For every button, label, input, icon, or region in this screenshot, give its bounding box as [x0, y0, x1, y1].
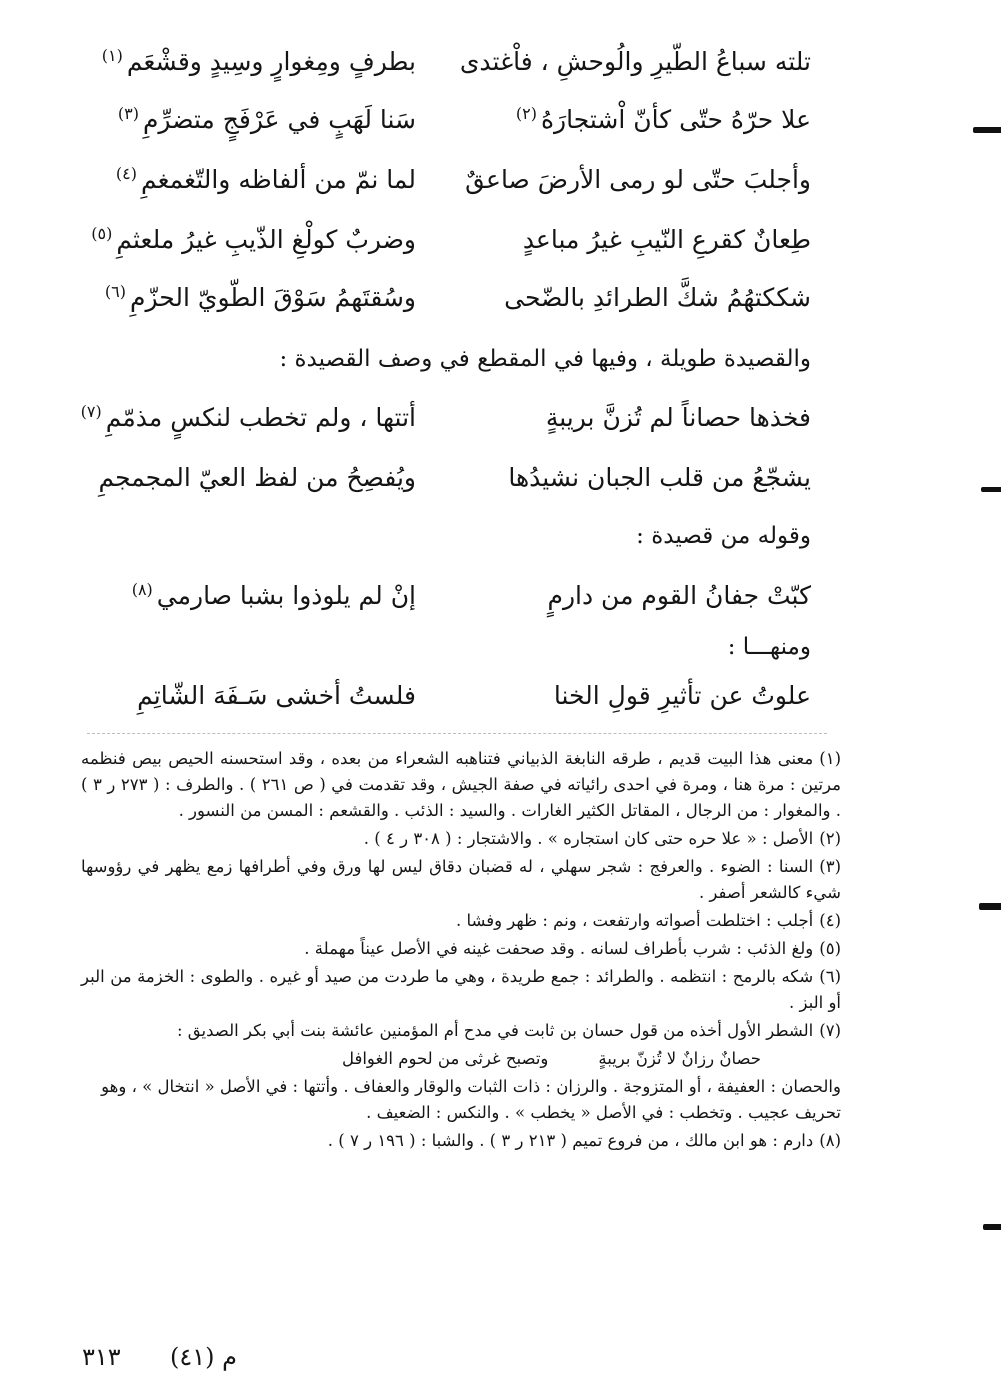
verse-second-hemistich: [101, 42, 416, 82]
footnote: [81, 936, 841, 962]
footnote-ref: (٢): [515, 103, 537, 123]
footnote-number: (٨): [819, 1131, 841, 1150]
prose-line: وقوله من قصيدة :: [636, 523, 811, 549]
margin-mark: [981, 487, 1001, 492]
footnote: [81, 908, 841, 934]
footnote-number: (٤): [819, 911, 841, 930]
verse-line: [98, 458, 811, 514]
footnote-continuation: والحصان : العفيفة ، أو المتزوجة . والرزان : ذات الثبات والوقار والعفاف . وأتتها : في الأصل « انتخال » ، وهو تحريف عجيب . وتخطب : في الأصل « يخطب » . والنكس : الضعيف .: [101, 1077, 841, 1122]
verse-line: [101, 42, 811, 98]
page-number: ٣١٣: [82, 1343, 121, 1371]
footnote-text: الأصل : « علا حره حتى كان استجاره » . والاشتجار : ( ٣٠٨ ر ٤ ) .: [363, 829, 814, 848]
footnote-ref: (٦): [104, 281, 126, 301]
verse-second-hemistich: [91, 220, 416, 260]
margin-mark: [973, 127, 1001, 133]
verse-second-hemistich: [80, 398, 416, 438]
verse-second-hemistich: [101, 576, 416, 616]
verse-line: [101, 576, 811, 632]
verse-first-hemistich: وأجلبَ حتّى لو رمى الأرضَ صاعقٌ: [465, 165, 811, 194]
verse-second-hemistich: [101, 160, 416, 200]
cited-second-hemistich: وتصبح غرثى من لحوم الغوافل: [341, 1049, 549, 1068]
verse-second-hemistich: [101, 100, 416, 140]
verse-line: [80, 398, 811, 454]
verse-first-hemistich: كبّتْ جفانُ القوم من دارمٍ: [547, 581, 811, 610]
verse-first-hemistich: فخذها حصاناً لم تُزنَّ بريبةٍ: [545, 403, 811, 432]
footnote-ref: (٥): [91, 223, 113, 243]
verse-second-hemistich: فلستُ أخشى سَـفَهَ الشّاتِمِ: [137, 681, 416, 710]
footnote: [81, 826, 841, 852]
footnote-text: أجلب : اختلطت أصواته وارتفعت ، ونم : ظهر وفشا .: [455, 911, 814, 930]
verse-text: سَنا لَهَبٍ في عَرْفَجٍ متضرِّمِ: [142, 105, 416, 134]
footnote-number: (٢): [819, 829, 841, 848]
verse-line: [101, 278, 811, 334]
prose-line: ومنهـــا :: [727, 634, 811, 660]
verse-first-hemistich: طِعانٌ كقرعِ النّيبِ غيرُ مباعدٍ: [522, 225, 811, 254]
footnote-ref: (٨): [131, 579, 153, 599]
printer-signature: م (٤١): [170, 1343, 238, 1371]
footnote: [81, 1018, 841, 1044]
margin-mark: [979, 903, 1001, 910]
verse-second-hemistich: [101, 278, 416, 318]
verse-text: أتتها ، ولم تخطب لنكسٍ مذمّمِ: [105, 403, 416, 432]
verse-second-hemistich: ويُفصِحُ من لفظ العيّ المجمجمِ: [98, 463, 416, 492]
footnote: [81, 854, 841, 906]
footnote-text: دارم : هو ابن مالك ، من فروع تميم ( ٢١٣ ر ٣ ) . والشبا : ( ١٩٦ ر ٧ ) .: [327, 1131, 814, 1150]
footnote: [81, 964, 841, 1016]
footnote-number: (١): [819, 749, 841, 768]
footnote-text: ولغ الذئب : شرب بأطراف لسانه . وقد صحفت غينه في الأصل عيناً مهملة .: [304, 939, 814, 958]
verse-line: [101, 100, 811, 156]
footnote-ref: (٧): [80, 401, 102, 421]
footnote-text: السنا : الضوء . والعرفج : شجر سهلي ، له قضبان دقاق ليس لها ورق وفي أطرافها زمع يظهر في رؤوسها شيء كالشعر أصفر .: [81, 857, 841, 902]
prose-line: والقصيدة طويلة ، وفيها في المقطع في وصف القصيدة :: [279, 346, 811, 372]
footnote-number: (٥): [819, 939, 841, 958]
verse-first-hemistich: شككتهُمُ شكَّ الطرائدِ بالضّحى: [504, 283, 811, 312]
footnote: [81, 746, 841, 824]
footnote-text: معنى هذا البيت قديم ، طرقه النابغة الذبياني فتناهبه الشعراء من بعده ، وقد استحسنه الحيص بيص فنظمه مرتين : مرة هنا ، ومرة في احدى رائياته في صفة الجيش ، وقد تقدمت في ( ص ٢٦١ ) . والطرف : ( ٢٧٣ ر ٣ ) . والمغوار : من الرجال ، المقاتل الكثير الغارات . والسيد : الذئب . والقشعم : المسن من النسور .: [81, 749, 841, 820]
verse-first-hemistich: تلته سباعُ الطّيرِ والُوحشِ ، فاْغتدى: [459, 47, 811, 76]
footnotes: [81, 746, 841, 1156]
verse-line: [101, 676, 811, 732]
verse-text: لما نمّ من ألفاظه والتّغمغمِ: [140, 165, 416, 194]
footnote-ref: (١): [101, 45, 123, 65]
footnote-number: (٦): [819, 967, 841, 986]
verse-text: وسُقتَهمُ سَوْقَ الطّويّ الحزّمِ: [130, 283, 416, 312]
verse-line: [91, 220, 811, 276]
verse-text: إنْ لم يلوذوا بشبا صارمي: [156, 581, 416, 610]
verse-text: وضربٌ كولْغِ الذّيبِ غيرُ ملعثمِ: [116, 225, 416, 254]
footnote-number: (٧): [819, 1021, 841, 1040]
footnote: [81, 1128, 841, 1154]
verse-first-hemistich: علوتُ عن تأثيرِ قولِ الخنا: [553, 681, 811, 710]
footnote-number: (٣): [819, 857, 841, 876]
footnote-text: شكه بالرمح : انتظمه . والطرائد : جمع طريدة ، وهي ما طردت من صيد أو غيره . والطوى : الخزمة من البر أو البز .: [81, 967, 841, 1012]
verse-text: بطرفٍ ومِغوارٍ وسِيدٍ وقشْعَم: [126, 47, 416, 76]
footnote-separator: [87, 733, 827, 734]
verse-text: علا حرّهُ حتّى كأنّ اْشتجارَهُ: [540, 105, 811, 134]
margin-mark: [983, 1224, 1001, 1230]
verse-line: [101, 160, 811, 216]
verse-first-hemistich: يشجّعُ من قلب الجبان نشيدُها: [508, 463, 811, 492]
footnote-ref: (٣): [117, 103, 139, 123]
cited-verse: [81, 1046, 841, 1072]
verse-first-hemistich: [491, 100, 811, 140]
footnote-text: الشطر الأول أخذه من قول حسان بن ثابت في مدح أم المؤمنين عائشة بنت أبي بكر الصديق :: [176, 1021, 814, 1040]
footnote-ref: (٤): [115, 163, 137, 183]
cited-first-hemistich: حصانٌ رزانٌ لا تُزنّ بريبةٍ: [598, 1049, 761, 1068]
